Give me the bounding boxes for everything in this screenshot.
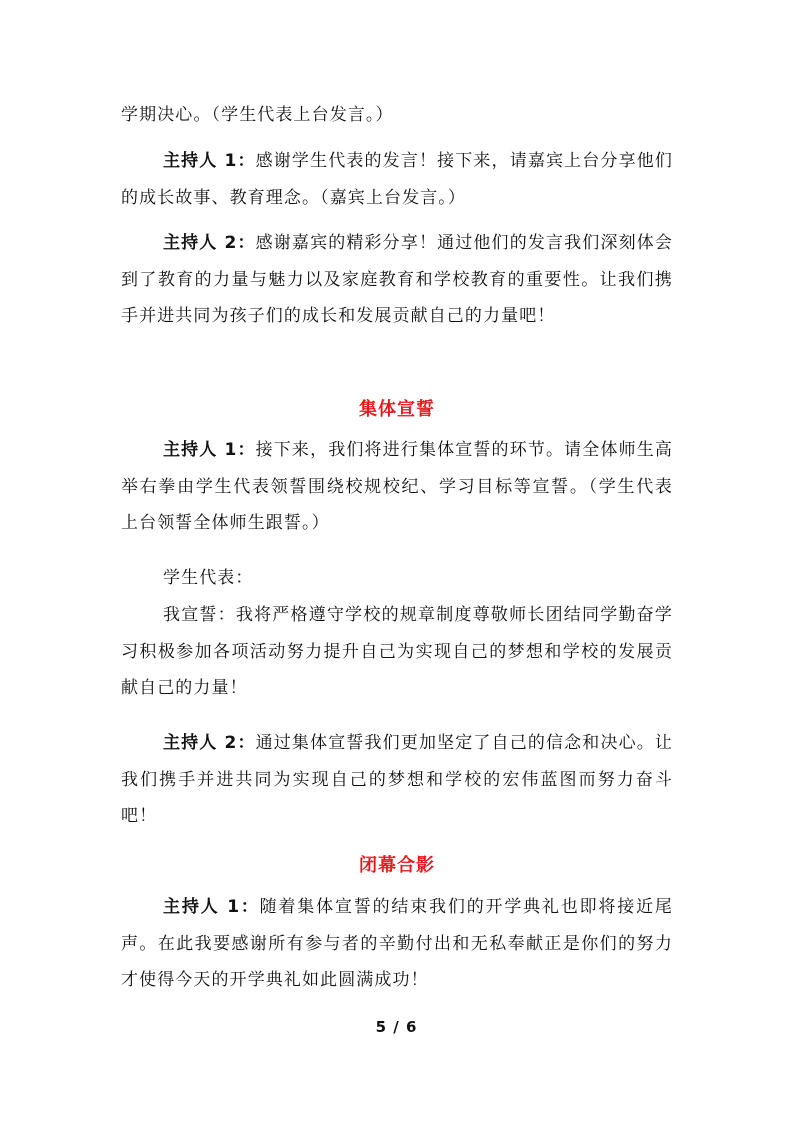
paragraph-text: 随着集体宣誓的结束我们的开学典礼也即将接近尾声。在此我要感谢所有参与者的辛勤付出和无私奉献正是你们的努力才使得今天的开学典礼如此圆满成功！ [121, 897, 673, 990]
paragraph-host2-oath-closing [121, 725, 673, 835]
speaker-label: 主持人 2： [163, 733, 256, 753]
section-heading-oath: 集体宣誓 [359, 399, 435, 420]
paragraph-host1-closing [121, 889, 673, 999]
paragraph-text: 学生代表： [163, 568, 254, 588]
paragraph-student-rep-label [121, 560, 254, 597]
speaker-label: 主持人 1： [163, 440, 256, 460]
paragraph-text: 感谢学生代表的发言！接下来，请嘉宾上台分享他们的成长故事、教育理念。（嘉宾上台发言。） [121, 151, 673, 208]
page-number: 5 / 6 [375, 1018, 418, 1036]
paragraph-continuation [121, 97, 394, 134]
paragraph-oath-text [121, 597, 673, 707]
speaker-label: 主持人 1： [163, 151, 256, 171]
section-heading-closing: 闭幕合影 [359, 855, 435, 876]
paragraph-host2-thanks [121, 225, 673, 335]
speaker-label: 主持人 2： [163, 233, 256, 253]
speaker-label: 主持人 1： [163, 897, 260, 917]
paragraph-text: 学期决心。（学生代表上台发言。） [121, 105, 394, 125]
paragraph-text: 通过集体宣誓我们更加坚定了自己的信念和决心。让我们携手并进共同为实现自己的梦想和学校的宏伟蓝图而努力奋斗吧！ [121, 733, 673, 826]
paragraph-text: 我宣誓：我将严格遵守学校的规章制度尊敬师长团结同学勤奋学习积极参加各项活动努力提升自己为实现自己的梦想和学校的发展贡献自己的力量！ [121, 605, 673, 698]
paragraph-text: 感谢嘉宾的精彩分享！通过他们的发言我们深刻体会到了教育的力量与魅力以及家庭教育和学校教育的重要性。让我们携手并进共同为孩子们的成长和发展贡献自己的力量吧！ [121, 233, 673, 326]
paragraph-host1-oath-intro [121, 432, 673, 542]
paragraph-text: 接下来，我们将进行集体宣誓的环节。请全体师生高举右拳由学生代表领誓围绕校规校纪、学习目标等宣誓。（学生代表上台领誓全体师生跟誓。） [121, 440, 673, 533]
paragraph-host1-thanks [121, 143, 673, 216]
